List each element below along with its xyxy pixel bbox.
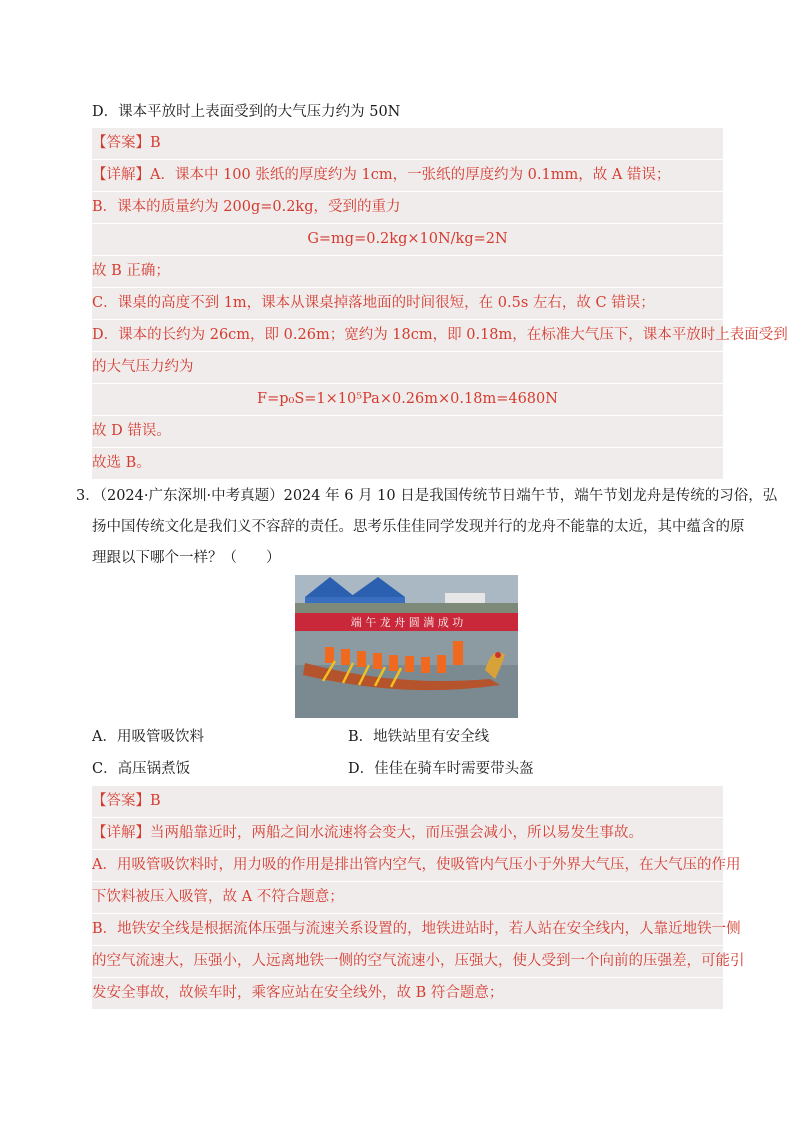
d-wrong: 故 D 错误。 (92, 416, 723, 447)
detail-line (92, 160, 723, 191)
option-d: D．课本平放时上表面受到的大气压力约为 50N (92, 104, 401, 120)
formula-gravity: G=mg=0.2kg×10N/kg=2N (92, 224, 723, 255)
detail-a: A．课本中 100 张纸的厚度约为 1cm，一张纸的厚度约为 0.1mm，故 A 错误； (150, 167, 671, 183)
detail-a-2: 下饮料被压入吸管，故 A 不符合题意； (92, 882, 723, 913)
answer-line-q3 (92, 786, 723, 817)
detail-d-2: 的大气压力约为 (92, 352, 723, 383)
answer-value: B (150, 135, 161, 151)
question-number: 3． (76, 488, 100, 504)
formula-force: F=p₀S=1×10⁵Pa×0.26m×0.18m=4680N (92, 384, 723, 415)
option-a[interactable]: A．用吸管吸饮料 (92, 729, 204, 745)
detail-intro-line (92, 818, 723, 849)
dragon-boat-photo (295, 575, 518, 718)
option-d-q3[interactable]: D．佳佳在骑车时需要带头盔 (348, 761, 534, 777)
option-c[interactable]: C．高压锅煮饭 (92, 761, 191, 777)
detail-b-3: 发安全事故，故候车时，乘客应站在安全线外，故 B 符合题意； (92, 978, 723, 1009)
detail-intro: 当两船靠近时，两船之间水流速将会变大，而压强会减小，所以易发生事故。 (150, 825, 643, 841)
detail-tag: 【详解】 (92, 167, 150, 183)
answer-tag: 【答案】 (92, 793, 150, 809)
choose-b: 故选 B。 (92, 448, 723, 479)
question-source: （2024·广东深圳·中考真题） (99, 488, 284, 504)
answer-tag: 【答案】 (92, 135, 150, 151)
detail-d-1: D．课本的长约为 26cm，即 0.26m；宽约为 18cm，即 0.18m，在标准大气压下，课本平放时上表面受到 (92, 320, 723, 351)
dragon-boat-illustration (295, 575, 518, 718)
detail-tag: 【详解】 (92, 825, 150, 841)
answer-value: B (150, 793, 161, 809)
answer-line (92, 128, 723, 159)
detail-b-1: B．地铁安全线是根据流体压强与流速关系设置的，地铁进站时，若人站在安全线内，人靠近地铁一侧 (92, 914, 723, 945)
banner-text: 端 午 龙 舟 圆 满 成 功 (350, 616, 464, 629)
detail-c: C．课桌的高度不到 1m，课本从课桌掉落地面的时间很短，在 0.5s 左右，故 C 错误； (92, 288, 723, 319)
question-stem-2: 扬中国传统文化是我们义不容辞的责任。思考乐佳佳同学发现并行的龙舟不能靠的太近，其中蕴含的原 (92, 519, 745, 535)
question-stem-3: 理跟以下哪个一样？（ ） (92, 550, 281, 566)
detail-b: B．课本的质量约为 200g=0.2kg，受到的重力 (92, 192, 723, 223)
detail-a-1: A．用吸管吸饮料时，用力吸的作用是排出管内空气，使吸管内气压小于外界大气压，在大气压的作用 (92, 850, 723, 881)
option-b[interactable]: B．地铁站里有安全线 (348, 729, 490, 745)
b-correct: 故 B 正确； (92, 256, 723, 287)
question-3-line-1 (76, 481, 778, 512)
detail-b-2: 的空气流速大，压强小，人远离地铁一侧的空气流速小，压强大，使人受到一个向前的压强差，可能引 (92, 946, 723, 977)
question-stem-1: 2024 年 6 月 10 日是我国传统节日端午节，端午节划龙舟是传统的习俗，弘 (283, 488, 778, 504)
